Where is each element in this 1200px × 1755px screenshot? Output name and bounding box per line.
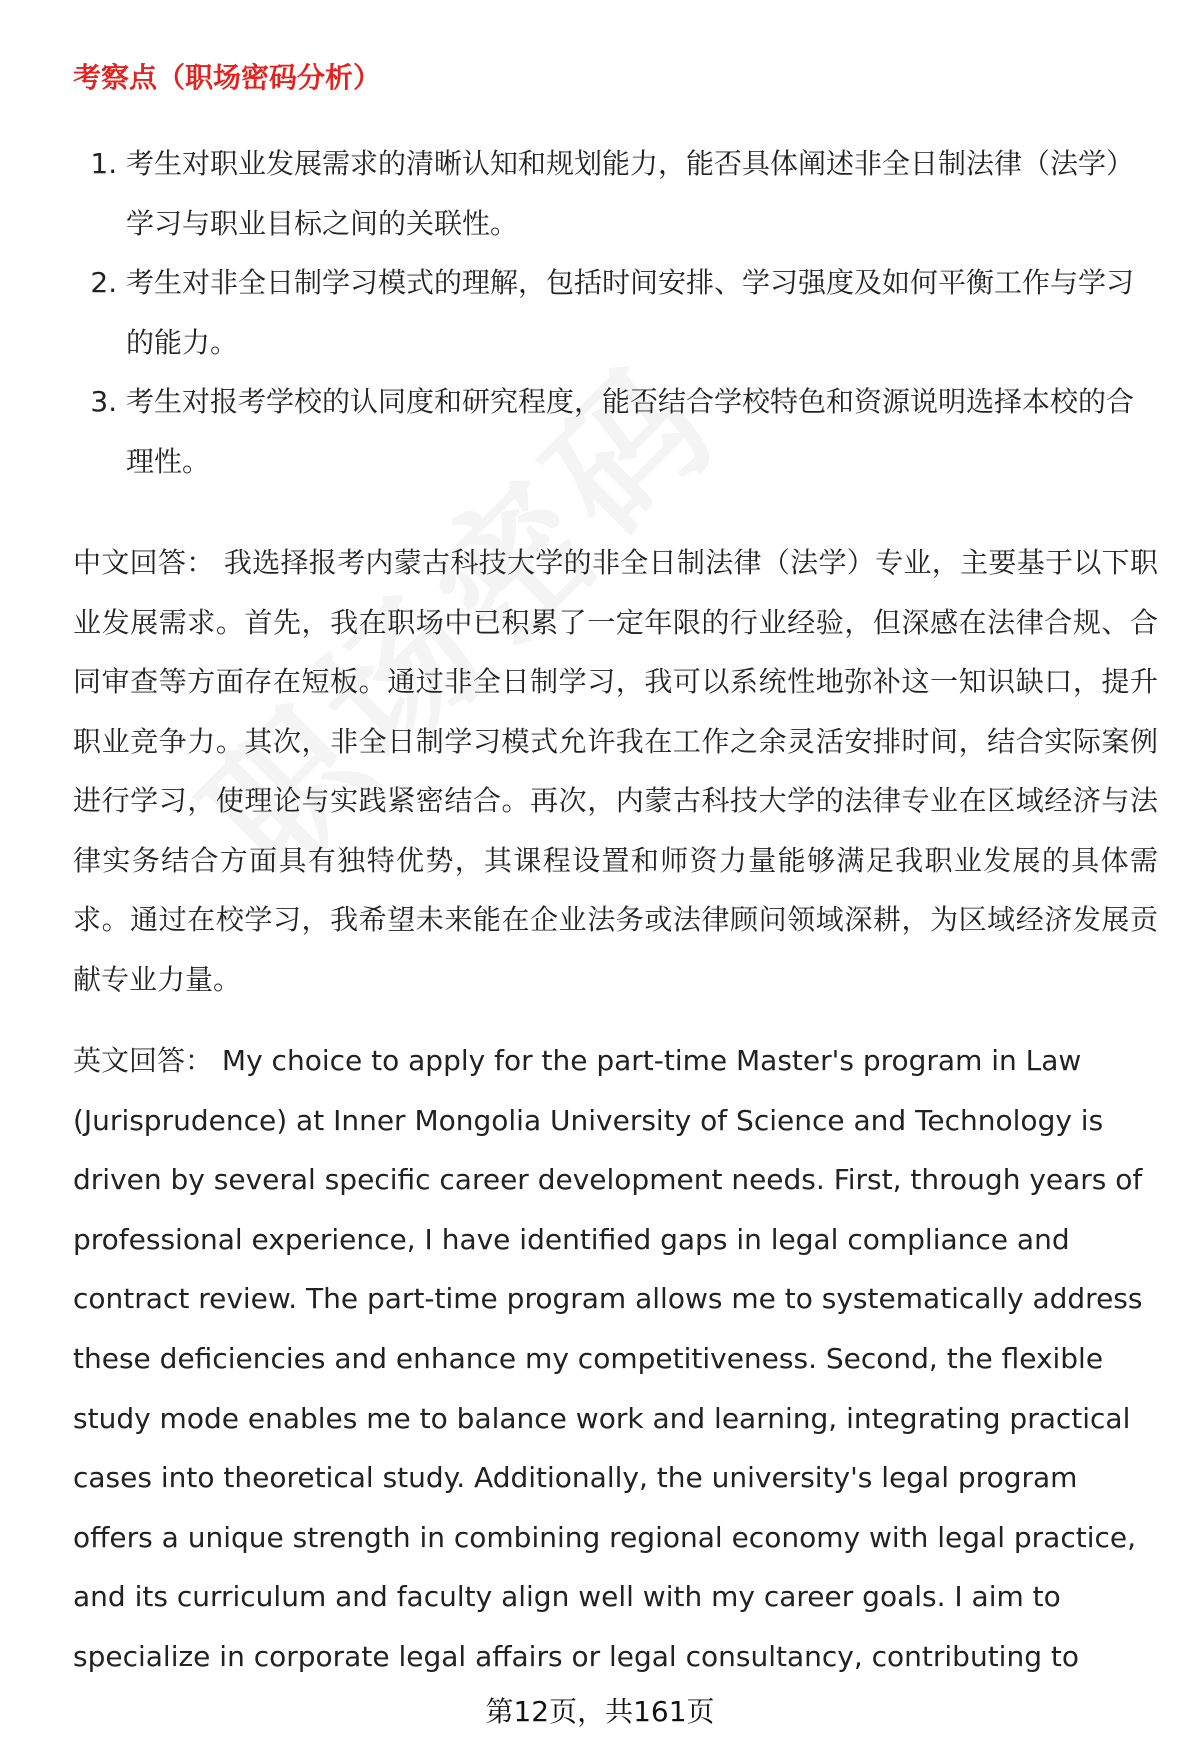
assessment-point-3: 3. 考生对报考学校的认同度和研究程度，能否结合学校特色和资源说明选择本校的合理性。 <box>126 372 1158 491</box>
english-answer-label: 英文回答： <box>73 1044 214 1077</box>
chinese-answer <box>73 533 1158 1009</box>
section-title: 考察点（职场密码分析） <box>73 61 382 94</box>
page-footer: 第12页，共161页 <box>485 1695 715 1728</box>
chinese-answer-label: 中文回答： <box>73 546 215 579</box>
chinese-answer-text: 我选择报考内蒙古科技大学的非全日制法律（法学）专业，主要基于以下职业发展需求。首先，我在职场中已积累了一定年限的行业经验，但深感在法律合规、合同审查等方面存在短板。通过非全日制学习，我可以系统性地弥补这一知识缺口，提升职业竞争力。其次，非全日制学习模式允许我在工作之余灵活安排时间，结合实际案例进行学习，使理论与实践紧密结合。再次，内蒙古科技大学的法律专业在区域经济与法律实务结合方面具有独特优势，其课程设置和师资力量能够满足我职业发展的具体需求。通过在校学习，我希望未来能在企业法务或法律顾问领域深耕，为区域经济发展贡献专业力量。 <box>73 546 1158 996</box>
document-page <box>73 58 1158 1687</box>
english-answer-text: My choice to apply for the part-time Master's program in Law (Jurisprudence) at Inner Mongolia University of Science and Technology is driven by several specific career development needs. First, through years of professional experience, I have identified gaps in legal compliance and contract review. The part-time program allows me to systematically address these deficiencies and enhance my competitiveness. Second, the flexible study mode enables me to balance work and learning, integrating practical cases into theoretical study. Additionally, the university's legal program offers a unique strength in combining regional economy with legal practice, and its curriculum and faculty align well with my career goals. I aim to specialize in corporate legal affairs or legal consultancy, contributing to <box>73 1044 1143 1673</box>
assessment-point-2: 2. 考生对非全日制学习模式的理解，包括时间安排、学习强度及如何平衡工作与学习的能力。 <box>126 253 1158 372</box>
assessment-points-list <box>73 134 1158 491</box>
assessment-point-1: 1. 考生对职业发展需求的清晰认知和规划能力，能否具体阐述非全日制法律（法学）学习与职业目标之间的关联性。 <box>126 134 1158 253</box>
english-answer <box>73 1031 1158 1687</box>
